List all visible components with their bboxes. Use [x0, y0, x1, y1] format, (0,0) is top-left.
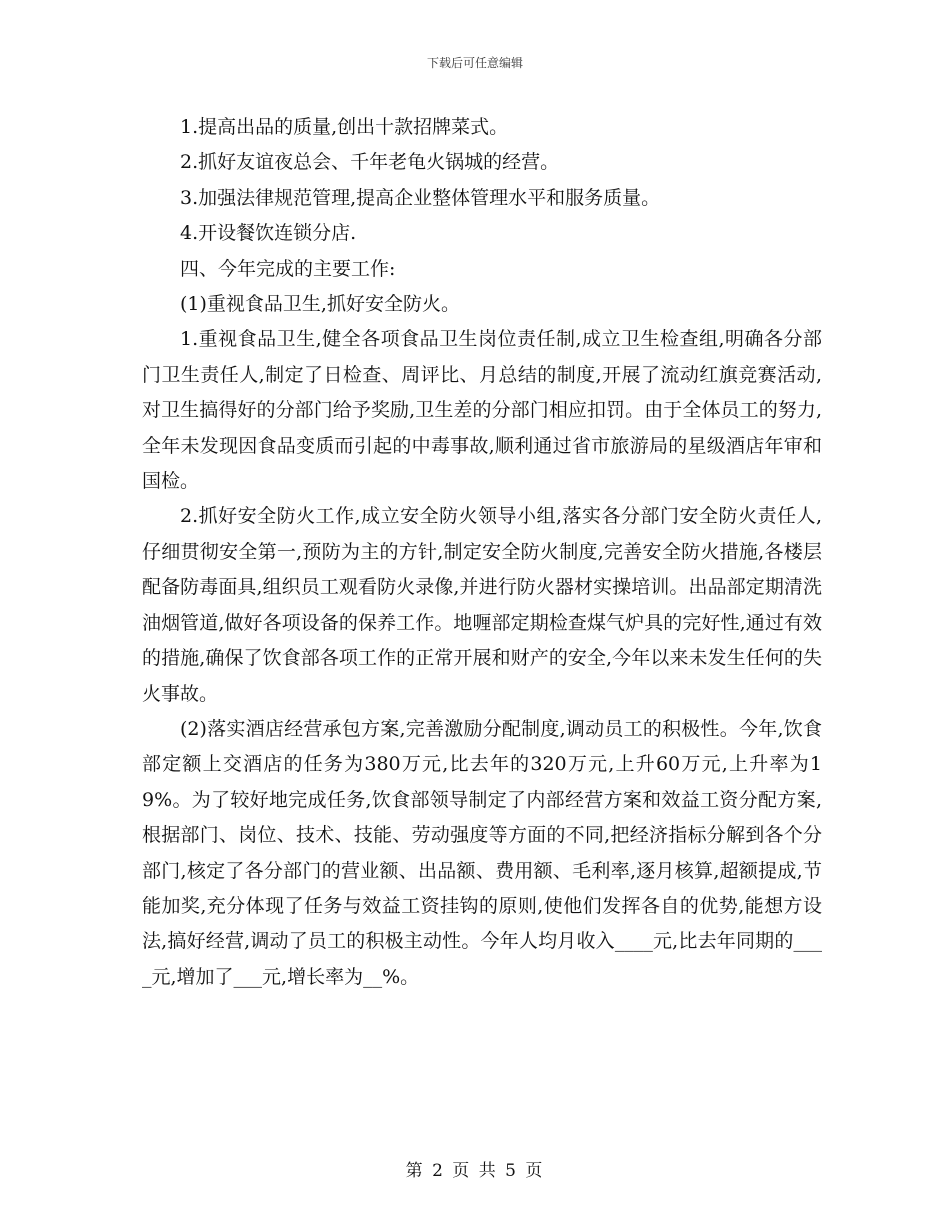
page-number-footer: 第 2 页 共 5 页 — [405, 1161, 545, 1181]
paragraph: 1.重视食品卫生,健全各项食品卫生岗位责任制,成立卫生检查组,明确各分部门卫生责任人,制定了日检查、周评比、月总结的制度,开展了流动红旗竞赛活动,对卫生搞得好的分部门给予奖励,卫生差的分部门相应扣罚。由于全体员工的努力,全年未发现因食品变质而引起的中毒事故,顺利通过省市旅游局的星级酒店年审和国检。 — [142, 328, 822, 493]
paragraph: 4.开设餐饮连锁分店. — [180, 222, 357, 245]
paragraph: (2)落实酒店经营承包方案,完善激励分配制度,调动员工的积极性。今年,饮食部定额上交酒店的任务为380万元,比去年的320万元,上升60万元,上升率为19%。为了较好地完成任务,饮食部领导制定了内部经营方案和效益工资分配方案,根据部门、岗位、技术、技能、劳动强度等方面的不同,把经济指标分解到各个分部门,核定了各分部门的营业额、出品额、费用额、毛利率,逐月核算,超额提成,节能加奖,充分体现了任务与效益工资挂钩的原则,使他们发挥各自的优势,能想方设法,搞好经营,调动了员工的积极主动性。今年人均月收入____元,比去年同期的____元,增加了___元,增长率为__%。 — [142, 717, 822, 988]
paragraph: 2.抓好友谊夜总会、千年老龟火锅城的经营。 — [180, 151, 560, 174]
page-header: 下载后可任意编辑 — [426, 56, 523, 70]
subsection-heading: (1)重视食品卫生,抓好安全防火。 — [180, 293, 460, 316]
paragraph: 2.抓好安全防火工作,成立安全防火领导小组,落实各分部门安全防火责任人,仔细贯彻安全第一,预防为主的方针,制定安全防火制度,完善安全防火措施,各楼层配备防毒面具,组织员工观看防火录像,并进行防火器材实操培训。出品部定期清洗油烟管道,做好各项设备的保养工作。地喱部定期检查煤气炉具的完好性,通过有效的措施,确保了饮食部各项工作的正常开展和财产的安全,今年以来未发生任何的失火事故。 — [142, 505, 822, 705]
section-heading: 四、今年完成的主要工作: — [180, 257, 396, 280]
paragraph: 1.提高出品的质量,创出十款招牌菜式。 — [180, 116, 509, 138]
paragraph: 3.加强法律规范管理,提高企业整体管理水平和服务质量。 — [180, 186, 661, 209]
document-body — [142, 110, 822, 995]
